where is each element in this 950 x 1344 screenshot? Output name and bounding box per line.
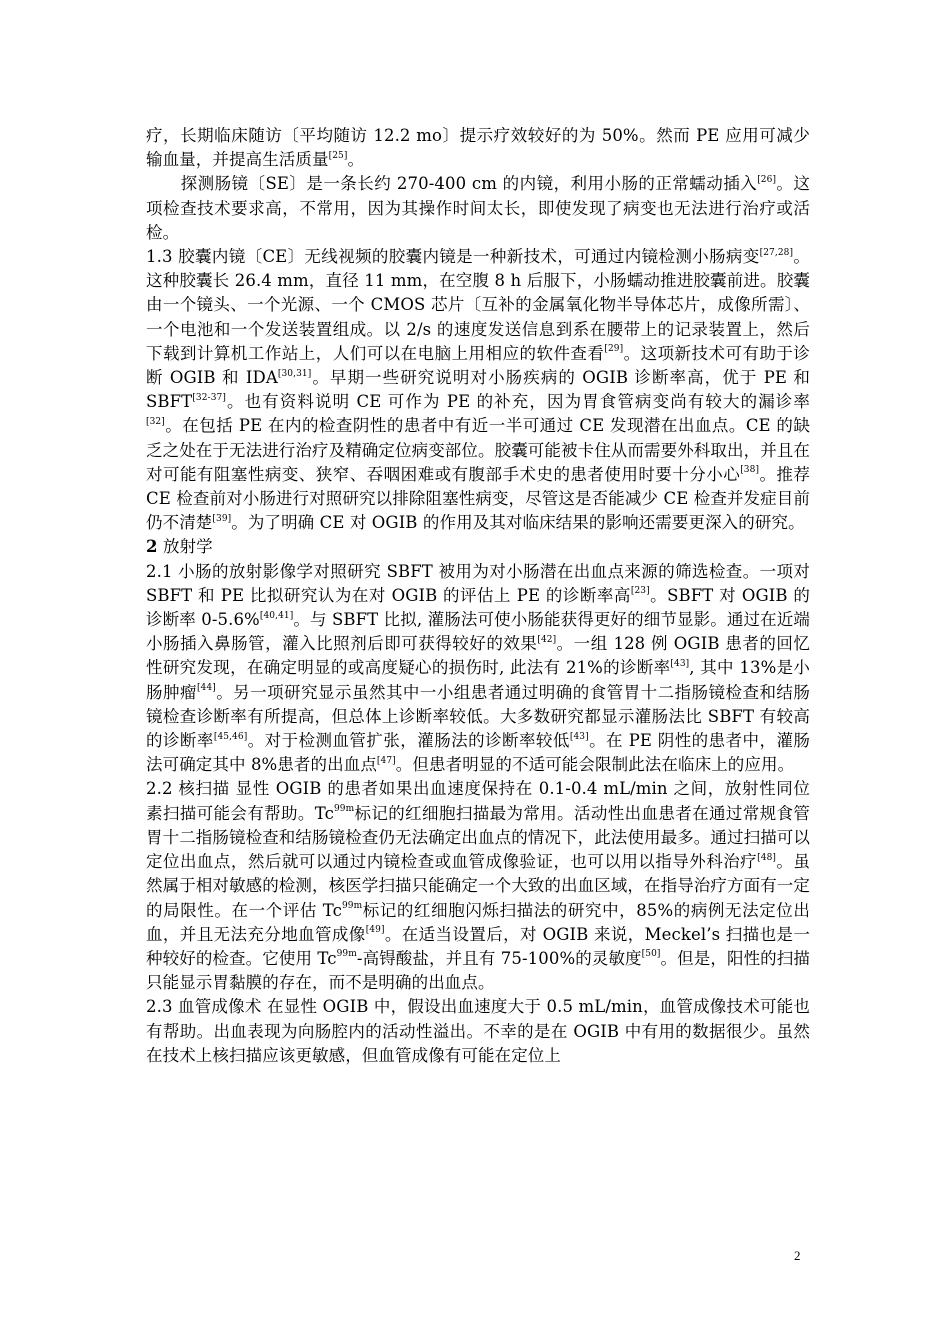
- isotope-superscript: 99m: [333, 804, 355, 815]
- citation: [42]: [537, 634, 557, 645]
- citation: [27,28]: [759, 247, 794, 258]
- citation: [25]: [328, 150, 348, 161]
- citation: [38]: [740, 465, 760, 476]
- citation: [39]: [212, 513, 232, 524]
- section-number: 2: [146, 537, 158, 557]
- citation: [40,41]: [259, 610, 294, 621]
- isotope-superscript: 99m: [341, 901, 363, 911]
- citation: [45,46]: [213, 731, 248, 742]
- section-2-heading: [146, 535, 810, 559]
- section-title: 放射学: [157, 537, 213, 557]
- paragraph-continuation: 疗，长期临床随访〔平均随访 12.2 mo〕提示疗效较好的为 50%。然而 PE 应用可减少输血量，并提高生活质量[25]。: [146, 126, 810, 170]
- citation: [29]: [604, 344, 624, 355]
- citation: [44]: [196, 683, 216, 694]
- citation: [32]: [146, 416, 165, 427]
- citation: [32-37]: [192, 392, 226, 403]
- citation: [47]: [376, 755, 396, 766]
- body-text: [146, 124, 810, 1068]
- page-number: 2: [794, 1248, 801, 1263]
- citation: [30,31]: [277, 368, 312, 379]
- section-2-1-radiology: 2.1 小肠的放射影像学对照研究 SBFT 被用为对小肠潜在出血点来源的筛选检查。一项对 SBFT 和 PE 比拟研究认为在对 OGIB 的评估上 PE 的诊断率高[23]。SBFT 对 OGIB 的诊断率 0-5.6%[40,41]。与 SBFT 比拟, 灌肠法可使小肠能获得更好的细节显影。通过在近端小肠插入鼻肠管，灌入比照剂后即可获得较好的效果[42]。一组 128 例 OGIB 患者的回忆性研究发现，在确定明显的或高度疑心的损伤时, 此法有 21%的诊断率[43], 其中 13%是小肠肿瘤[44]。另一项研究显示虽然其中一小组患者通过明确的食管胃十二指肠镜检查和结肠镜检查诊断率有所提高，但总体上诊断率较低。大多数研究都显示灌肠法比 SBFT 有较高的诊断率[45,46]。对于检测血管扩张，灌肠法的诊断率较低[43]。在 PE 阴性的患者中，灌肠法可确定其中 8%患者的出血点[47]。但患者明显的不适可能会限制此法在临床上的应用。: [146, 561, 810, 775]
- citation: [49]: [365, 925, 385, 936]
- citation: [43]: [569, 731, 589, 742]
- section-2-3-angiography: 2.3 血管成像术 在显性 OGIB 中，假设出血速度大于 0.5 mL/min，血管成像技术可能也有帮助。出血表现为向肠腔内的活动性溢出。不幸的是在 OGIB 中有用的数据很少。虽然在技术上核扫描应该更敏感，但血管成像有可能在定位上: [146, 997, 810, 1065]
- isotope-superscript: 99m: [336, 949, 357, 960]
- section-2-2-nuclear-scan: 2.2 核扫描 显性 OGIB 的患者如果出血速度保持在 0.1-0.4 mL/min 之间，放射性同位素扫描可能会有帮助。$Tc^{99m}$标记的红细胞扫描最为常用。活动性出血患者在通过常规食管胃十二指肠镜检查和结肠镜检查仍无法确定出血点的情况下，此法使用最多。通过扫描可以定位出血点，然后就可以通过内镜检查或血管成像验证，也可以用以指导外科治疗[48]。虽然属于相对敏感的检测，核医学扫描只能确定一个大致的出血区域，在指导治疗方面有一定的局限性。在一个评估 $Tc^{99m}$标记的红细胞闪烁扫描法的研究中，85%的病例无法定位出血，并且无法充分地血管成像[49]。在适当设置后，对 OGIB 来说，Meckel’s 扫描也是一种较好的检查。它使用 $Tc^{99m}-$高锝酸盐，并且有 75-100%的灵敏度[50]。但是，阳性的扫描只能显示胃黏膜的存在，而不是明确的出血点。: [146, 779, 811, 993]
- citation: [43]: [670, 658, 690, 669]
- citation: [50]: [641, 949, 661, 960]
- citation: [23]: [630, 586, 650, 597]
- citation: [48]: [757, 852, 777, 863]
- paragraph-sonde-enteroscopy: 探测肠镜〔SE〕是一条长约 270-400 cm 的内镜，利用小肠的正常蠕动插入[26]。这项检查技术要求高，不常用，因为其操作时间太长，即使发现了病变也无法进行治疗或活检。: [146, 174, 810, 242]
- section-1-3-capsule-endoscopy: 1.3 胶囊内镜〔CE〕无线视频的胶囊内镜是一种新技术，可通过内镜检测小肠病变[27,28]。这种胶囊长 26.4 mm，直径 11 mm，在空腹 8 h 后服下，小肠蠕动推进胶囊前进。胶囊由一个镜头、一个光源、一个 CMOS 芯片〔互补的金属氧化物半导体芯片，成像所需〕、一个电池和一个发送装置组成。以 2/s 的速度发送信息到系在腰带上的记录装置上，然后下载到计算机工作站上，人们可以在电脑上用相应的软件查看[29]。这项新技术可有助于诊断 OGIB 和 IDA[30,31]。早期一些研究说明对小肠疾病的 OGIB 诊断率高，优于 PE 和 SBFT[32-37]。也有资料说明 CE 可作为 PE 的补充，因为胃食管病变尚有较大的漏诊率[32]。在包括 PE 在内的检查阴性的患者中有近一半可通过 CE 发现潜在出血点。CE 的缺乏之处在于无法进行治疗及精确定位病变部位。胶囊可能被卡住从而需要外科取出，并且在对可能有阻塞性病变、狭窄、吞咽困难或有腹部手术史的患者使用时要十分小心[38]。推荐 CE 检查前对小肠进行对照研究以排除阻塞性病变，尽管这是否能减少 CE 检查并发症目前仍不清楚[39]。为了明确 CE 对 OGIB 的作用及其对临床结果的影响还需要更深入的研究。: [146, 247, 811, 533]
- citation: [26]: [757, 174, 777, 185]
